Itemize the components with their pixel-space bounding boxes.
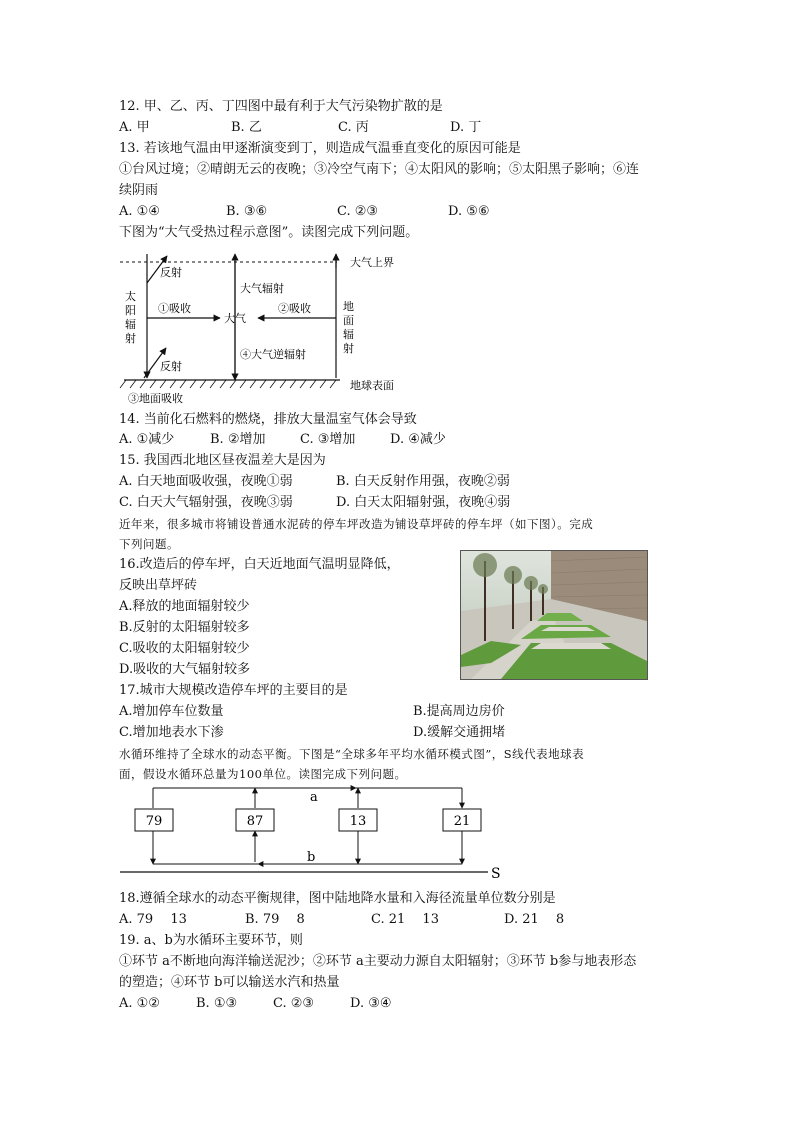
q13-stem: 13. 若该地气温由甲逐渐演变到丁，则造成气温垂直变化的原因可能是 [119,141,521,156]
q19-option-a: A. ①② [119,996,160,1011]
q15-option-c: C. 白天大气辐射强，夜晚③弱 [119,495,293,510]
q12-stem: 12. 甲、乙、丙、丁四图中最有利于大气污染物扩散的是 [119,99,443,114]
q19-option-b: B. ①③ [196,996,238,1011]
q14-option-a: A. ①减少 [119,432,175,447]
q16-option-a: A.释放的地面辐射较少 [119,599,250,614]
q14-option-c: C. ③增加 [300,432,356,447]
label-atm-radiation: 大气辐射 [240,282,284,295]
q16-stem-2: 反映出草坪砖 [119,578,198,593]
label-atmosphere: 大气 [224,312,246,325]
q13-option-c: C. ②③ [337,204,379,219]
label-s: S [491,866,501,882]
q19-option-d: D. ③④ [350,996,392,1011]
q19-choices-line1: ①环节 a不断地向海洋输送泥沙；②环节 a主要动力源自太阳辐射；③环节 b参与地表形态 [119,954,637,969]
q17-option-b: B.提高周边房价 [413,704,505,719]
q19-stem: 19. a、b为水循环主要环节，则 [119,933,303,948]
q18-option-c: C. 21 13 [371,912,439,927]
label-absorb-1: ①吸收 [158,302,191,315]
intro-parking-line1: 近年来，很多城市将铺设普通水泥砖的停车坪改造为铺设草坪砖的停车坪（如下图）。完成 [119,517,594,531]
label-solar-2: 阳 [125,304,136,317]
label-reflect-top: 反射 [160,266,182,279]
q13-choices-line2: 续阴雨 [119,183,159,198]
label-earth-3: 辐 [343,328,354,341]
box-87-value: 87 [246,814,264,829]
q13-option-d: D. ⑤⑥ [448,204,490,219]
q17-option-c: C.增加地表水下渗 [119,725,224,740]
q13-choices-line1: ①台风过境；②晴朗无云的夜晚；③冷空气南下；④太阳风的影响；⑤太阳黑子影响；⑥连 [119,162,640,177]
q14-option-b: B. ②增加 [210,432,266,447]
label-counter-radiation: ④大气逆辐射 [240,348,306,361]
label-solar-1: 太 [125,290,136,303]
label-ground-absorb: ③地面吸收 [128,392,183,405]
q18-stem: 18.遵循全球水的动态平衡规律，图中陆地降水量和入海径流量单位数分别是 [119,891,556,906]
label-solar-4: 射 [125,332,136,345]
intro-water-cycle-line1: 水循环维持了全球水的动态平衡。下图是“全球多年平均水循环模式图”，S线代表地球表 [119,747,585,761]
q12-option-b: B. 乙 [231,120,262,135]
q15-option-b: B. 白天反射作用强，夜晚②弱 [336,474,510,489]
q14-stem: 14. 当前化石燃料的燃烧，排放大量温室气体会导致 [119,412,417,427]
q13-option-b: B. ③⑥ [226,204,268,219]
q16-option-b: B.反射的太阳辐射较多 [119,620,250,635]
label-reflect-bottom: 反射 [160,360,182,373]
intro-parking-line2: 下列问题。 [119,537,179,551]
q18-option-a: A. 79 13 [119,912,187,927]
q16-stem-1: 16.改造后的停车坪，白天近地面气温明显降低， [119,557,400,572]
intro-water-cycle-line2: 面，假设水循环总量为100单位。读图完成下列问题。 [119,767,407,781]
q16-option-d: D.吸收的大气辐射较多 [119,662,251,677]
q15-option-d: D. 白天太阳辐射强，夜晚④弱 [336,495,511,510]
label-b: b [307,850,316,865]
q12-option-d: D. 丁 [450,120,482,135]
q18-option-b: B. 79 8 [245,912,305,927]
box-13-value: 13 [349,814,367,829]
label-earth-1: 地 [343,300,354,313]
label-absorb-2: ②吸收 [278,302,311,315]
q12-option-a: A. 甲 [119,120,150,135]
q19-option-c: C. ②③ [273,996,315,1011]
water-cycle-diagram [110,782,510,882]
q13-option-a: A. ①④ [119,204,160,219]
q15-option-a: A. 白天地面吸收强，夜晚①弱 [119,474,293,489]
q17-stem: 17.城市大规模改造停车坪的主要目的是 [119,683,348,698]
label-ground: 地球表面 [350,379,394,392]
q14-option-d: D. ④减少 [390,432,446,447]
label-solar-3: 辐 [125,318,136,331]
intro-atmosphere-diagram: 下图为“大气受热过程示意图”。读图完成下列问题。 [119,225,419,240]
q17-option-d: D.缓解交通拥堵 [413,725,506,740]
box-79-value: 79 [145,814,163,829]
q16-option-c: C.吸收的太阳辐射较少 [119,641,250,656]
parking-lot-photo [460,550,648,680]
q18-option-d: D. 21 8 [504,912,565,927]
q17-option-a: A.增加停车位数量 [119,704,224,719]
q19-choices-line2: 的塑造；④环节 b可以输送水汽和热量 [119,975,340,990]
q12-option-c: C. 丙 [338,120,369,135]
label-earth-2: 面 [343,314,354,327]
atmosphere-heating-diagram [112,248,412,408]
q15-stem: 15. 我国西北地区昼夜温差大是因为 [119,453,326,468]
box-21-value: 21 [453,814,471,829]
label-top-boundary: 大气上界 [350,256,394,269]
label-a: a [310,790,318,805]
label-earth-4: 射 [343,342,354,355]
